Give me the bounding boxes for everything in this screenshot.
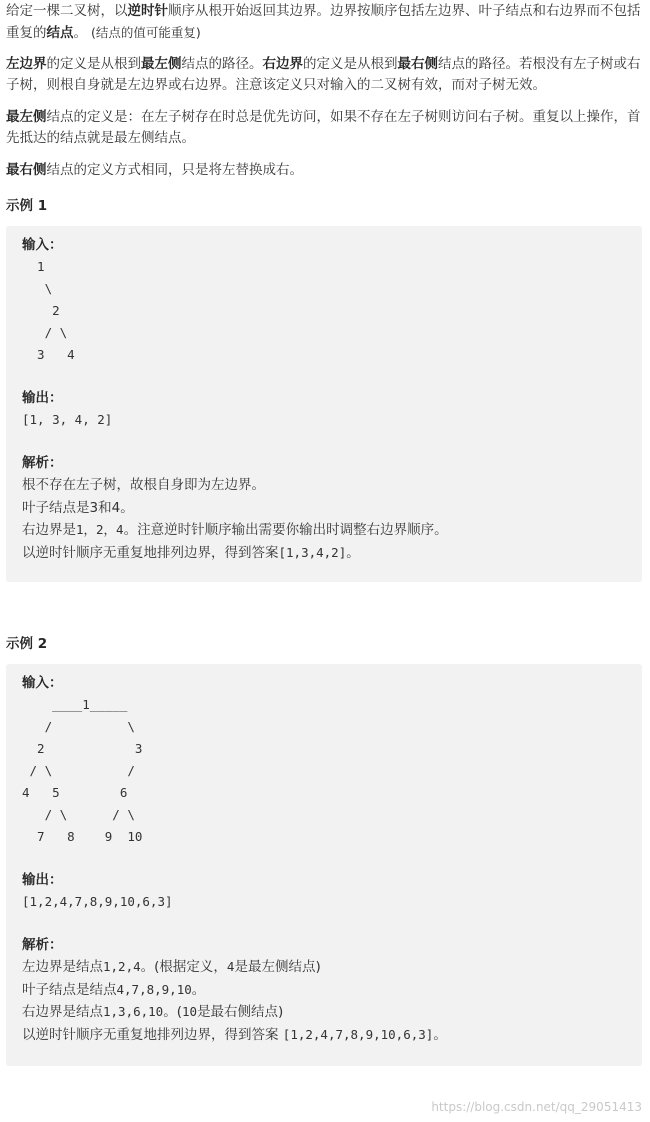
text: 的定义是从根到 — [46, 56, 141, 72]
bold-term: 右边界 — [262, 56, 303, 72]
output-label: 输出： — [22, 390, 63, 406]
text: 结点的路径。 — [181, 56, 263, 72]
analysis-line — [22, 542, 626, 565]
code-text: [1,2,4,7,8,9,10,6,3] — [282, 1026, 434, 1042]
input-label: 输入： — [22, 675, 63, 691]
analysis-line — [22, 979, 626, 1002]
text: 根不存在左子树，故根自身即为左边界。 — [22, 477, 265, 493]
text: 。 — [433, 1026, 447, 1043]
text: 和 — [98, 499, 112, 516]
example-2-codeblock — [6, 664, 642, 1066]
left-boundary-definition — [6, 54, 642, 96]
code-text: [1,3,4,2] — [278, 544, 347, 560]
text: 3 — [89, 499, 99, 516]
code-text: 4 — [226, 959, 235, 974]
text: 4 — [111, 499, 121, 516]
text: 给定一棵二叉树，以 — [6, 3, 128, 19]
text: 。注意逆时针顺序输出需要你输出时调整右边界顺序。 — [123, 522, 448, 538]
watermark: https://blog.csdn.net/qq_29051413 — [431, 1100, 642, 1114]
code-text: 10 — [182, 1004, 198, 1019]
analysis-label: 解析： — [22, 937, 63, 953]
analysis-line — [22, 519, 626, 542]
example-1-codeblock — [6, 226, 642, 582]
analysis-line — [22, 956, 626, 979]
example-2-title: 示例 2 — [6, 636, 48, 652]
text: 结点的定义方式相同，只是将左替换成右。 — [46, 162, 303, 178]
text: 结点的路径。若根没有左子树或右子树，则根自身就是左边界或右边界。注意该定义只对输入的二叉树有效，而对子树无效。 — [6, 56, 641, 93]
output-label: 输出： — [22, 872, 63, 888]
text: 右边界是 — [22, 522, 76, 538]
input-label: 输入： — [22, 237, 63, 253]
output-value: [1, 3, 4, 2] — [22, 412, 113, 427]
input-tree: 1 \ 2 / \ 3 4 — [37, 259, 75, 362]
analysis-line — [22, 474, 626, 497]
code-text: 1，2，4 — [76, 522, 124, 537]
bold-term: 最左侧 — [141, 56, 182, 72]
text: 以逆时针顺序无重复地排列边界，得到答案 — [22, 544, 279, 561]
text: 右边界是结点 — [22, 1004, 103, 1020]
code-text: 1,3,6,10 — [103, 1004, 164, 1019]
code-text: 1,2,4 — [103, 959, 141, 974]
bold-term: 最左侧 — [6, 109, 47, 125]
code-text: 4,7,8,9,10 — [116, 981, 192, 997]
leftmost-definition — [6, 107, 642, 149]
input-tree: ____1_____ / \ 2 3 / \ / 4 5 6 / \ / \ 7 8 9 10 — [22, 697, 143, 844]
text: 以逆时针顺序无重复地排列边界，得到答案 — [22, 1026, 283, 1043]
intro-paragraph — [6, 1, 642, 44]
text: 结点的定义是：在左子树存在时总是优先访问，如果不存在左子树则访问右子树。重复以上操作，首先抵达的结点就是最左侧结点。 — [6, 109, 641, 146]
note-text: (结点的值可能重复) — [87, 25, 201, 40]
text: 顺序从根开始返回其边界。边界按顺序包括左边界、叶子结点和右边界而不包括重复的 — [6, 3, 641, 41]
analysis-label: 解析： — [22, 455, 63, 471]
text: 的定义是从根到 — [303, 56, 398, 72]
text: 。( — [163, 1004, 182, 1020]
bold-term: 最右侧 — [6, 162, 47, 178]
example-1-title: 示例 1 — [6, 198, 48, 214]
text: 。 — [191, 981, 206, 998]
analysis-line — [22, 1001, 626, 1024]
text: 左边界是结点 — [22, 959, 103, 975]
text: 是最右侧结点) — [197, 1004, 284, 1020]
text: 。(根据定义， — [140, 959, 227, 975]
bold-term: 逆时针 — [127, 3, 168, 19]
text: 是最左侧结点) — [234, 959, 321, 975]
text: 叶子结点是结点 — [22, 981, 117, 998]
text: 叶子结点是 — [22, 499, 90, 516]
bold-term: 左边界 — [6, 56, 47, 72]
text: 。 — [73, 25, 87, 41]
text: 。 — [346, 544, 360, 561]
rightmost-definition — [6, 160, 642, 181]
analysis-line — [22, 1024, 626, 1047]
bold-term: 最右侧 — [397, 56, 438, 72]
text: 。 — [120, 499, 134, 516]
output-value: [1,2,4,7,8,9,10,6,3] — [22, 894, 173, 909]
analysis-line — [22, 497, 626, 520]
bold-term: 结点 — [46, 25, 74, 41]
